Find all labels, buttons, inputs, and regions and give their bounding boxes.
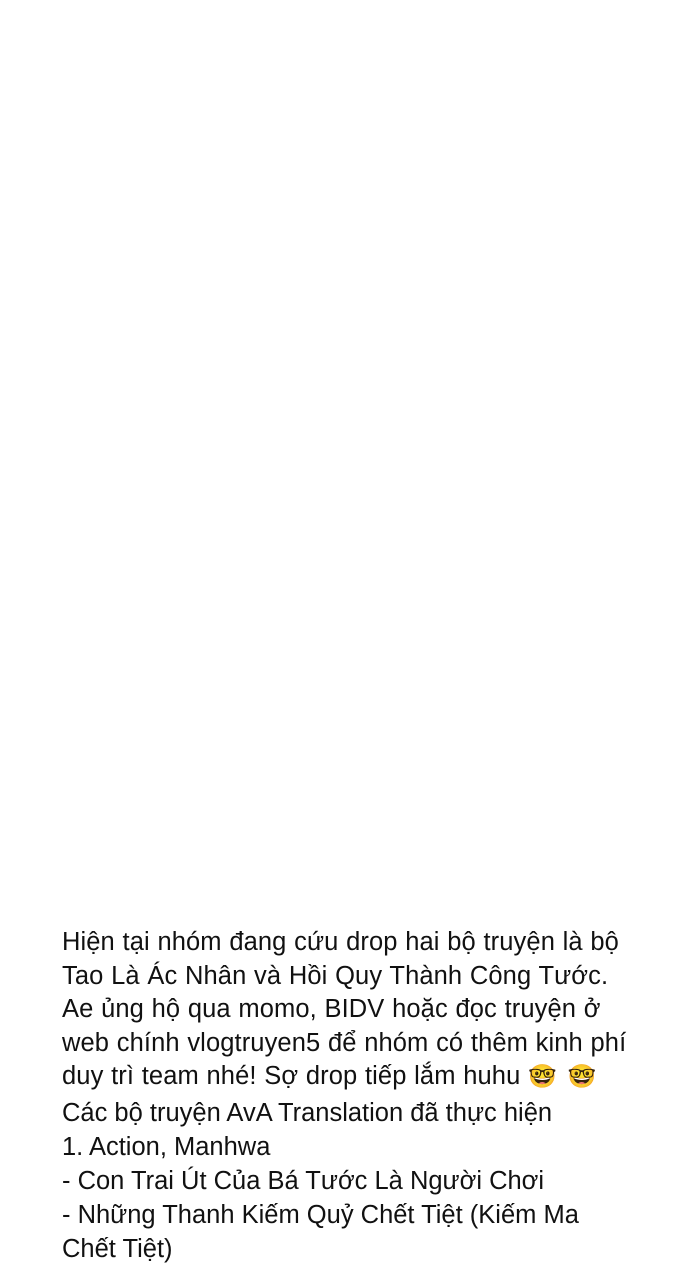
list-item-1: - Con Trai Út Của Bá Tước Là Người Chơi (62, 1166, 545, 1195)
category-heading-1: 1. Action, Manhwa (62, 1132, 271, 1161)
credits-heading: Các bộ truyện AvA Translation đã thực hiện (62, 1098, 553, 1127)
announcement-text: Hiện tại nhóm đang cứu drop hai bộ truyện là bộ Tao Là Ác Nhân và Hồi Quy Thành Công Tước. Ae ủng hộ qua momo, BIDV hoặc đọc truyện ở web chính vlogtruyen5 để nhóm có thêm kinh phí duy trì team nhé! Sợ drop tiếp lắm huhu (62, 928, 627, 1090)
text-content-block (62, 926, 628, 1266)
announcement-paragraph (62, 926, 628, 1094)
list-item-2: - Những Thanh Kiếm Quỷ Chết Tiệt (Kiếm Ma Chết Tiệt) (62, 1200, 579, 1263)
nerd-face-emoji: 🤓 🤓 (528, 1063, 599, 1089)
